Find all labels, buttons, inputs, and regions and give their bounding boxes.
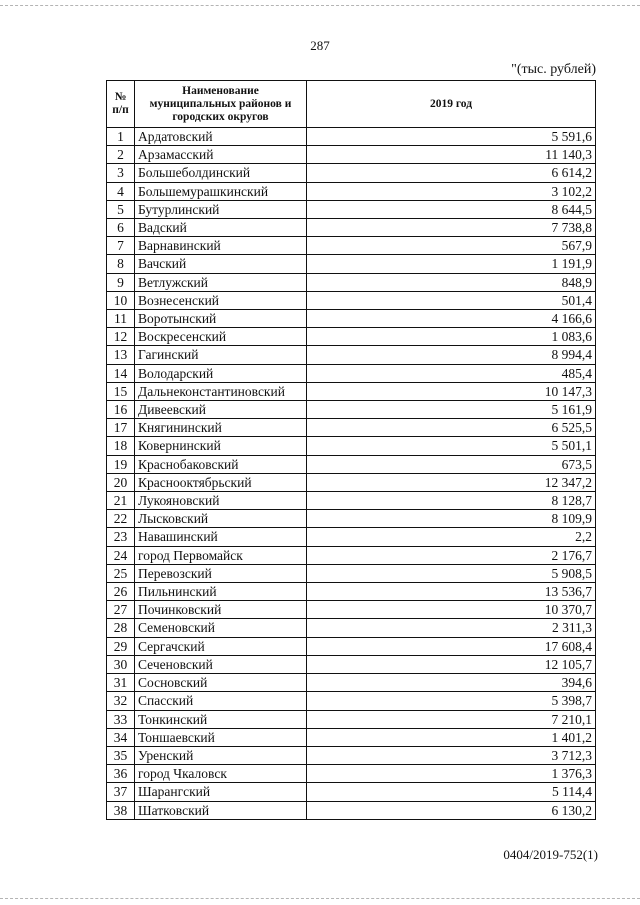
district-name: Шатковский (135, 801, 307, 819)
budget-value: 848,9 (307, 273, 596, 291)
district-name: Воротынский (135, 310, 307, 328)
budget-value: 13 536,7 (307, 583, 596, 601)
district-name: Сосновский (135, 674, 307, 692)
row-number: 32 (107, 692, 135, 710)
table-row (107, 401, 596, 419)
district-name: Краснооктябрьский (135, 473, 307, 491)
table-row (107, 619, 596, 637)
row-number: 11 (107, 310, 135, 328)
table-row (107, 437, 596, 455)
district-name: Володарский (135, 364, 307, 382)
table-row (107, 692, 596, 710)
row-number: 16 (107, 401, 135, 419)
district-name: Пильнинский (135, 583, 307, 601)
header-num: № п/п (107, 81, 135, 128)
district-name: Ардатовский (135, 128, 307, 146)
district-name: Ветлужский (135, 273, 307, 291)
table-row (107, 328, 596, 346)
budget-value: 567,9 (307, 237, 596, 255)
table-row (107, 419, 596, 437)
budget-value: 5 114,4 (307, 783, 596, 801)
district-name: Краснобаковский (135, 455, 307, 473)
table-row (107, 128, 596, 146)
district-name: Вознесенский (135, 291, 307, 309)
row-number: 9 (107, 273, 135, 291)
row-number: 35 (107, 746, 135, 764)
budget-value: 12 347,2 (307, 473, 596, 491)
row-number: 1 (107, 128, 135, 146)
budget-value: 6 525,5 (307, 419, 596, 437)
district-name: Гагинский (135, 346, 307, 364)
district-name: Лысковский (135, 510, 307, 528)
district-name: Дивеевский (135, 401, 307, 419)
table-row (107, 455, 596, 473)
budget-value: 12 105,7 (307, 655, 596, 673)
table-row (107, 200, 596, 218)
row-number: 8 (107, 255, 135, 273)
row-number: 27 (107, 601, 135, 619)
district-name: Вадский (135, 219, 307, 237)
table-row (107, 546, 596, 564)
row-number: 34 (107, 728, 135, 746)
row-number: 30 (107, 655, 135, 673)
row-number: 37 (107, 783, 135, 801)
table-row (107, 801, 596, 819)
row-number: 6 (107, 219, 135, 237)
table-row (107, 655, 596, 673)
budget-value: 2 311,3 (307, 619, 596, 637)
table-row (107, 674, 596, 692)
table-row (107, 492, 596, 510)
row-number: 12 (107, 328, 135, 346)
table-row (107, 583, 596, 601)
budget-value: 6 614,2 (307, 164, 596, 182)
bottom-scan-edge (0, 898, 640, 899)
table-row (107, 291, 596, 309)
row-number: 10 (107, 291, 135, 309)
table-row (107, 746, 596, 764)
budget-table (106, 80, 596, 820)
district-name: Тонкинский (135, 710, 307, 728)
budget-value: 8 109,9 (307, 510, 596, 528)
district-name: Вачский (135, 255, 307, 273)
page-number: 287 (310, 38, 330, 53)
district-name: Дальнеконстантиновский (135, 382, 307, 400)
top-scan-edge (0, 5, 640, 6)
table-row (107, 164, 596, 182)
budget-value: 10 147,3 (307, 382, 596, 400)
row-number: 26 (107, 583, 135, 601)
row-number: 15 (107, 382, 135, 400)
budget-value: 1 376,3 (307, 765, 596, 783)
district-name: Бутурлинский (135, 200, 307, 218)
table-row (107, 510, 596, 528)
header-name: Наименование муниципальных районов и городских округов (135, 81, 307, 128)
budget-value: 3 102,2 (307, 182, 596, 200)
row-number: 38 (107, 801, 135, 819)
row-number: 14 (107, 364, 135, 382)
district-name: Варнавинский (135, 237, 307, 255)
district-name: Арзамасский (135, 146, 307, 164)
row-number: 7 (107, 237, 135, 255)
row-number: 28 (107, 619, 135, 637)
table-header (107, 81, 596, 128)
district-name: Ковернинский (135, 437, 307, 455)
budget-value: 5 591,6 (307, 128, 596, 146)
table-body (107, 128, 596, 820)
table-row (107, 783, 596, 801)
table-row (107, 564, 596, 582)
row-number: 24 (107, 546, 135, 564)
budget-value: 17 608,4 (307, 637, 596, 655)
row-number: 22 (107, 510, 135, 528)
table-row (107, 382, 596, 400)
table-row (107, 182, 596, 200)
row-number: 29 (107, 637, 135, 655)
district-name: Перевозский (135, 564, 307, 582)
row-number: 4 (107, 182, 135, 200)
district-name: Воскресенский (135, 328, 307, 346)
table-row (107, 637, 596, 655)
budget-value: 8 994,4 (307, 346, 596, 364)
table-row (107, 255, 596, 273)
budget-value: 673,5 (307, 455, 596, 473)
budget-value: 394,6 (307, 674, 596, 692)
row-number: 19 (107, 455, 135, 473)
table-row (107, 237, 596, 255)
budget-value: 6 130,2 (307, 801, 596, 819)
row-number: 2 (107, 146, 135, 164)
table-row (107, 219, 596, 237)
district-name: Сеченовский (135, 655, 307, 673)
budget-value: 485,4 (307, 364, 596, 382)
row-number: 36 (107, 765, 135, 783)
row-number: 31 (107, 674, 135, 692)
table-row (107, 273, 596, 291)
header-year: 2019 год (307, 81, 596, 128)
budget-value: 2 176,7 (307, 546, 596, 564)
row-number: 23 (107, 528, 135, 546)
district-name: Навашинский (135, 528, 307, 546)
district-name: Большеболдинский (135, 164, 307, 182)
budget-value: 501,4 (307, 291, 596, 309)
row-number: 21 (107, 492, 135, 510)
budget-value: 3 712,3 (307, 746, 596, 764)
budget-value: 7 738,8 (307, 219, 596, 237)
district-name: Шарангский (135, 783, 307, 801)
row-number: 25 (107, 564, 135, 582)
district-name: Большемурашкинский (135, 182, 307, 200)
district-name: город Первомайск (135, 546, 307, 564)
document-code: 0404/2019-752(1) (503, 847, 598, 862)
budget-value: 1 083,6 (307, 328, 596, 346)
budget-value: 5 908,5 (307, 564, 596, 582)
row-number: 17 (107, 419, 135, 437)
table-row (107, 765, 596, 783)
table-row (107, 346, 596, 364)
budget-value: 7 210,1 (307, 710, 596, 728)
budget-value: 8 644,5 (307, 200, 596, 218)
budget-value: 11 140,3 (307, 146, 596, 164)
budget-value: 2,2 (307, 528, 596, 546)
district-name: Спасский (135, 692, 307, 710)
table-row (107, 146, 596, 164)
district-name: Починковский (135, 601, 307, 619)
table-row (107, 364, 596, 382)
district-name: Уренский (135, 746, 307, 764)
budget-value: 5 501,1 (307, 437, 596, 455)
table-row (107, 710, 596, 728)
row-number: 5 (107, 200, 135, 218)
table-row (107, 601, 596, 619)
table-row (107, 473, 596, 491)
district-name: Сергачский (135, 637, 307, 655)
district-name: Лукояновский (135, 492, 307, 510)
budget-value: 1 401,2 (307, 728, 596, 746)
row-number: 13 (107, 346, 135, 364)
table-row (107, 528, 596, 546)
unit-note: "(тыс. рублей) (511, 62, 596, 77)
district-name: Тоншаевский (135, 728, 307, 746)
budget-value: 5 398,7 (307, 692, 596, 710)
budget-value: 4 166,6 (307, 310, 596, 328)
budget-value: 1 191,9 (307, 255, 596, 273)
row-number: 18 (107, 437, 135, 455)
district-name: Княгининский (135, 419, 307, 437)
row-number: 33 (107, 710, 135, 728)
budget-value: 8 128,7 (307, 492, 596, 510)
district-name: Семеновский (135, 619, 307, 637)
table-row (107, 728, 596, 746)
table-row (107, 310, 596, 328)
row-number: 20 (107, 473, 135, 491)
row-number: 3 (107, 164, 135, 182)
budget-value: 5 161,9 (307, 401, 596, 419)
budget-value: 10 370,7 (307, 601, 596, 619)
district-name: город Чкаловск (135, 765, 307, 783)
